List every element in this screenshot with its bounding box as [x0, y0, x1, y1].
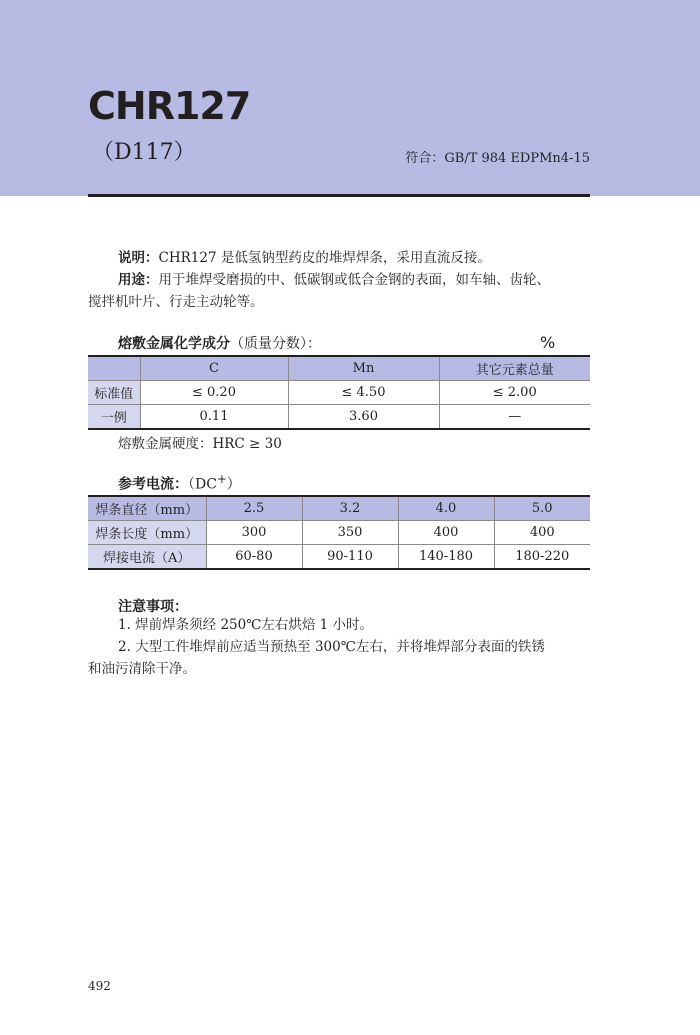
description-label: 说明：: [118, 250, 159, 266]
current-table: [88, 495, 590, 570]
table-cell: 60-80: [206, 545, 302, 570]
hardness-note: 熔敷金属硬度：HRC ≥ 30: [118, 436, 282, 452]
current-title-close: ）: [226, 476, 241, 493]
model-alt-name: （D117）: [92, 140, 196, 165]
composition-title: [118, 333, 321, 353]
table-cell: ≤ 0.20: [140, 381, 288, 405]
standard-compliance: [405, 147, 590, 166]
page-number: 492: [88, 979, 111, 993]
table-cell: 140-180: [398, 545, 494, 570]
composition-header-row: [88, 356, 590, 381]
composition-header-cell: Mn: [288, 356, 439, 381]
table-cell: ≤ 4.50: [288, 381, 439, 405]
composition-table: [88, 355, 590, 430]
current-title-label: 参考电流：: [118, 476, 188, 493]
table-cell: 180-220: [494, 545, 590, 570]
composition-header-cell: [88, 356, 140, 381]
table-row: [88, 545, 590, 570]
table-cell: 3.2: [302, 496, 398, 521]
table-cell: 4.0: [398, 496, 494, 521]
table-row: [88, 405, 590, 430]
table-cell: 0.11: [140, 405, 288, 430]
standard-value: GB/T 984 EDPMn4-15: [444, 151, 590, 166]
standard-label: 符合：: [405, 151, 445, 166]
row-header-cell: 焊条直径（mm）: [88, 496, 206, 521]
current-title: [118, 472, 241, 494]
composition-unit: %: [540, 333, 556, 352]
header-divider: [88, 194, 590, 197]
usage-text-line2: 搅拌机叶片、行走主动轮等。: [88, 294, 264, 310]
row-header-cell: 一例: [88, 405, 140, 430]
row-header-cell: 标准值: [88, 381, 140, 405]
table-row: [88, 381, 590, 405]
note-item-1-text: 1. 焊前焊条须经 250℃左右烘焙 1 小时。: [118, 617, 374, 633]
note-item-2-line1: 2. 大型工件堆焊前应适当预热至 300℃左右，并将堆焊部分表面的铁锈: [118, 639, 545, 655]
model-title: CHR127: [88, 84, 251, 128]
table-cell: 90-110: [302, 545, 398, 570]
table-cell: 3.60: [288, 405, 439, 430]
table-cell: 2.5: [206, 496, 302, 521]
table-cell: —: [439, 405, 590, 430]
composition-title-label: 熔敷金属化学成分: [118, 336, 230, 352]
usage-paragraph: [88, 269, 590, 313]
current-title-sup: +: [216, 472, 227, 486]
table-cell: 300: [206, 521, 302, 545]
composition-header-cell: C: [140, 356, 288, 381]
table-cell: 400: [494, 521, 590, 545]
notes-title: 注意事项：: [118, 599, 188, 615]
table-cell: 5.0: [494, 496, 590, 521]
note-item-2-line2: 和油污清除干净。: [88, 661, 196, 677]
table-cell: ≤ 2.00: [439, 381, 590, 405]
usage-text-line1: 用于堆焊受磨损的中、低碳钢或低合金钢的表面，如车轴、齿轮、: [158, 272, 550, 288]
composition-header-cell: 其它元素总量: [439, 356, 590, 381]
table-row: [88, 496, 590, 521]
current-title-suffix: （DC: [188, 476, 217, 493]
row-header-cell: 焊条长度（mm）: [88, 521, 206, 545]
note-item-2: [88, 636, 590, 680]
row-header-cell: 焊接电流（A）: [88, 545, 206, 570]
description-paragraph: [88, 247, 590, 269]
table-cell: 400: [398, 521, 494, 545]
description-text: CHR127 是低氢钠型药皮的堆焊焊条，采用直流反接。: [158, 250, 491, 266]
table-row: [88, 521, 590, 545]
table-cell: 350: [302, 521, 398, 545]
usage-label: 用途：: [118, 272, 159, 288]
composition-title-suffix: （质量分数）：: [230, 336, 321, 352]
note-item-1: [88, 614, 590, 636]
